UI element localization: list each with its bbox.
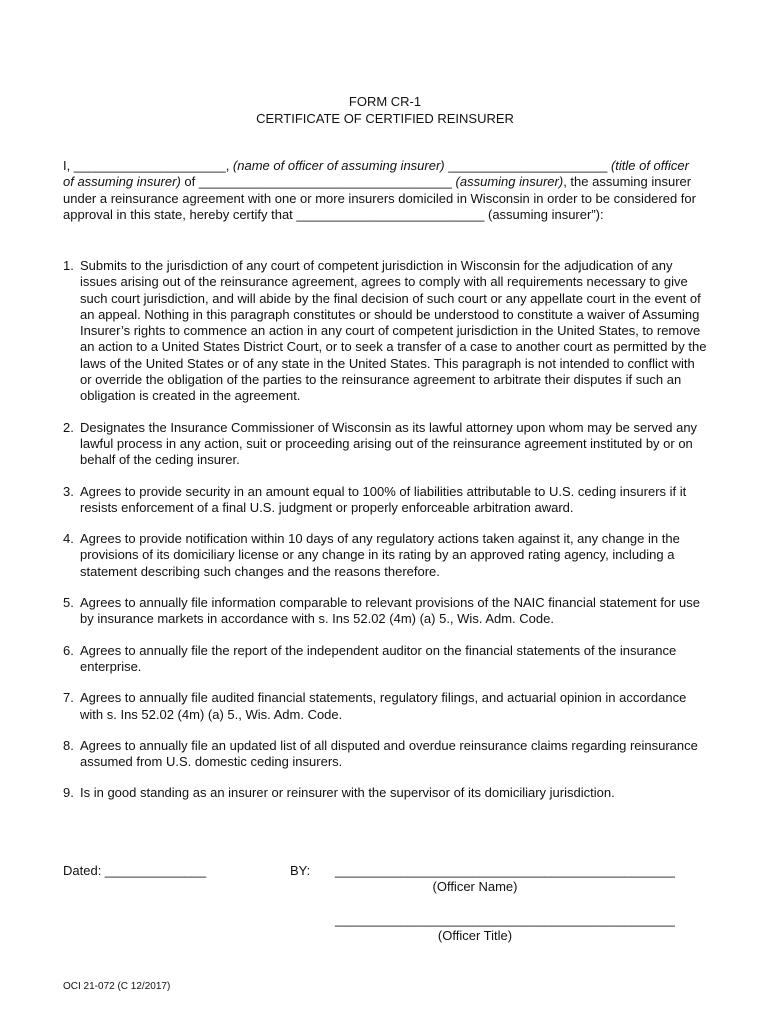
certification-list	[63, 258, 708, 817]
intro-prefix: I,	[63, 158, 74, 173]
item-number: 1.	[63, 258, 74, 273]
intro-paragraph	[63, 158, 698, 223]
list-item	[63, 690, 708, 723]
item-text: Agrees to provide notification within 10 days of any regulatory actions taken against it, any change in the provisions of its domiciliary license or any change in its rating by an approved rating agency, including a statement describing such changes and the reasons therefore.	[80, 531, 680, 579]
officer-name-caption: (Officer Name)	[432, 879, 518, 894]
item-text: Agrees to annually file information comparable to relevant provisions of the NAIC financial statement for use by insurance markets in accordance with s. Ins 52.02 (4m) (a) 5., Wis. Adm. Code.	[80, 595, 700, 627]
item-number: 2.	[63, 419, 74, 435]
item-text: Submits to the jurisdiction of any court of competent jurisdiction in Wisconsin for the adjudication of any issues arising out of the reinsurance agreement, agrees to comply with all requirements necessary to give such court jurisdiction, and will abide by the final decision of such court or any appellate court in the event of an appeal. Nothing in this paragraph constitutes or should be understood to constitute a waiver of Assuming Insurer’s rights to commence an action in any court of competent jurisdiction in the United States, to remove an action to a United States District Court, or to seek a transfer of a case to another court as permitted by the laws of the United States or of any state in the United States. This paragraph is not intended to conflict with or override the obligation of the parties to the reinsurance agreement to arbitrate their disputes if such an obligation is created in the agreement.	[80, 258, 707, 404]
item-text: Agrees to annually file audited financial statements, regulatory filings, and actuarial opinion in accordance with s. Ins 52.02 (4m) (a) 5., Wis. Adm. Code.	[80, 690, 687, 722]
item-text: Agrees to annually file the report of the independent auditor on the financial statements of the insurance enterprise.	[80, 642, 677, 674]
intro-body: , the assuming insurer under a reinsurance agreement with one or more insurers domiciled in Wisconsin in order to be considered for approval in this state, hereby certify that	[63, 174, 696, 222]
form-code-footer: OCI 21-072 (C 12/2017)	[63, 981, 171, 992]
by-label: BY:	[290, 863, 311, 878]
item-text: Designates the Insurance Commissioner of Wisconsin as its lawful attorney upon whom may be served any lawful process in any action, suit or proceeding arising out of the reinsurance agreement instituted by or on behalf of the ceding insurer.	[80, 419, 698, 468]
assuming-insurer-blank-2: __________________________	[296, 206, 485, 222]
assuming-insurer-label: (assuming insurer)	[455, 174, 564, 190]
list-item	[63, 484, 708, 517]
officer-name-line: _______________________________________________	[335, 863, 675, 878]
list-item	[63, 785, 708, 801]
item-number: 6.	[63, 642, 74, 658]
intro-sep: ,	[225, 158, 233, 173]
item-text: Is in good standing as an insurer or reinsurer with the supervisor of its domiciliary jurisdiction.	[80, 785, 615, 801]
item-number: 5.	[63, 595, 74, 611]
item-number: 3.	[63, 483, 74, 499]
page-title: CERTIFICATE OF CERTIFIED REINSURER	[256, 111, 514, 126]
officer-title-label: (title of officer of assuming insurer)	[63, 158, 689, 190]
officer-title-blank: ______________________	[448, 158, 608, 173]
list-item	[63, 643, 708, 676]
officer-name-blank: _____________________	[73, 158, 226, 173]
item-number: 7.	[63, 690, 74, 706]
list-item	[63, 595, 708, 628]
item-text: Agrees to annually file an updated list of all disputed and overdue reinsurance claims regarding reinsurance assumed from U.S. domestic ceding insurers.	[80, 737, 698, 770]
assuming-insurer-blank: ___________________________________	[198, 174, 452, 190]
officer-title-caption: (Officer Title)	[437, 928, 513, 943]
item-text: Agrees to provide security in an amount equal to 100% of liabilities attributable to U.S. ceding insurers if it resists enforcement of a final U.S. judgment or properly enforceable arbitration award.	[80, 483, 687, 515]
item-number: 8.	[63, 737, 74, 753]
officer-title-line: _______________________________________________	[335, 912, 675, 927]
item-number: 4.	[63, 531, 74, 547]
dated-field: Dated: ______________	[63, 863, 207, 878]
list-item	[63, 738, 708, 771]
list-item	[63, 531, 708, 580]
form-id: FORM CR-1	[348, 94, 422, 109]
list-item	[63, 258, 708, 405]
list-item	[63, 420, 708, 469]
intro-closing: (assuming insurer”):	[484, 206, 604, 222]
item-number: 9.	[63, 785, 74, 801]
officer-name-label: (name of officer of assuming insurer)	[232, 158, 445, 173]
intro-sep: of	[180, 174, 199, 190]
